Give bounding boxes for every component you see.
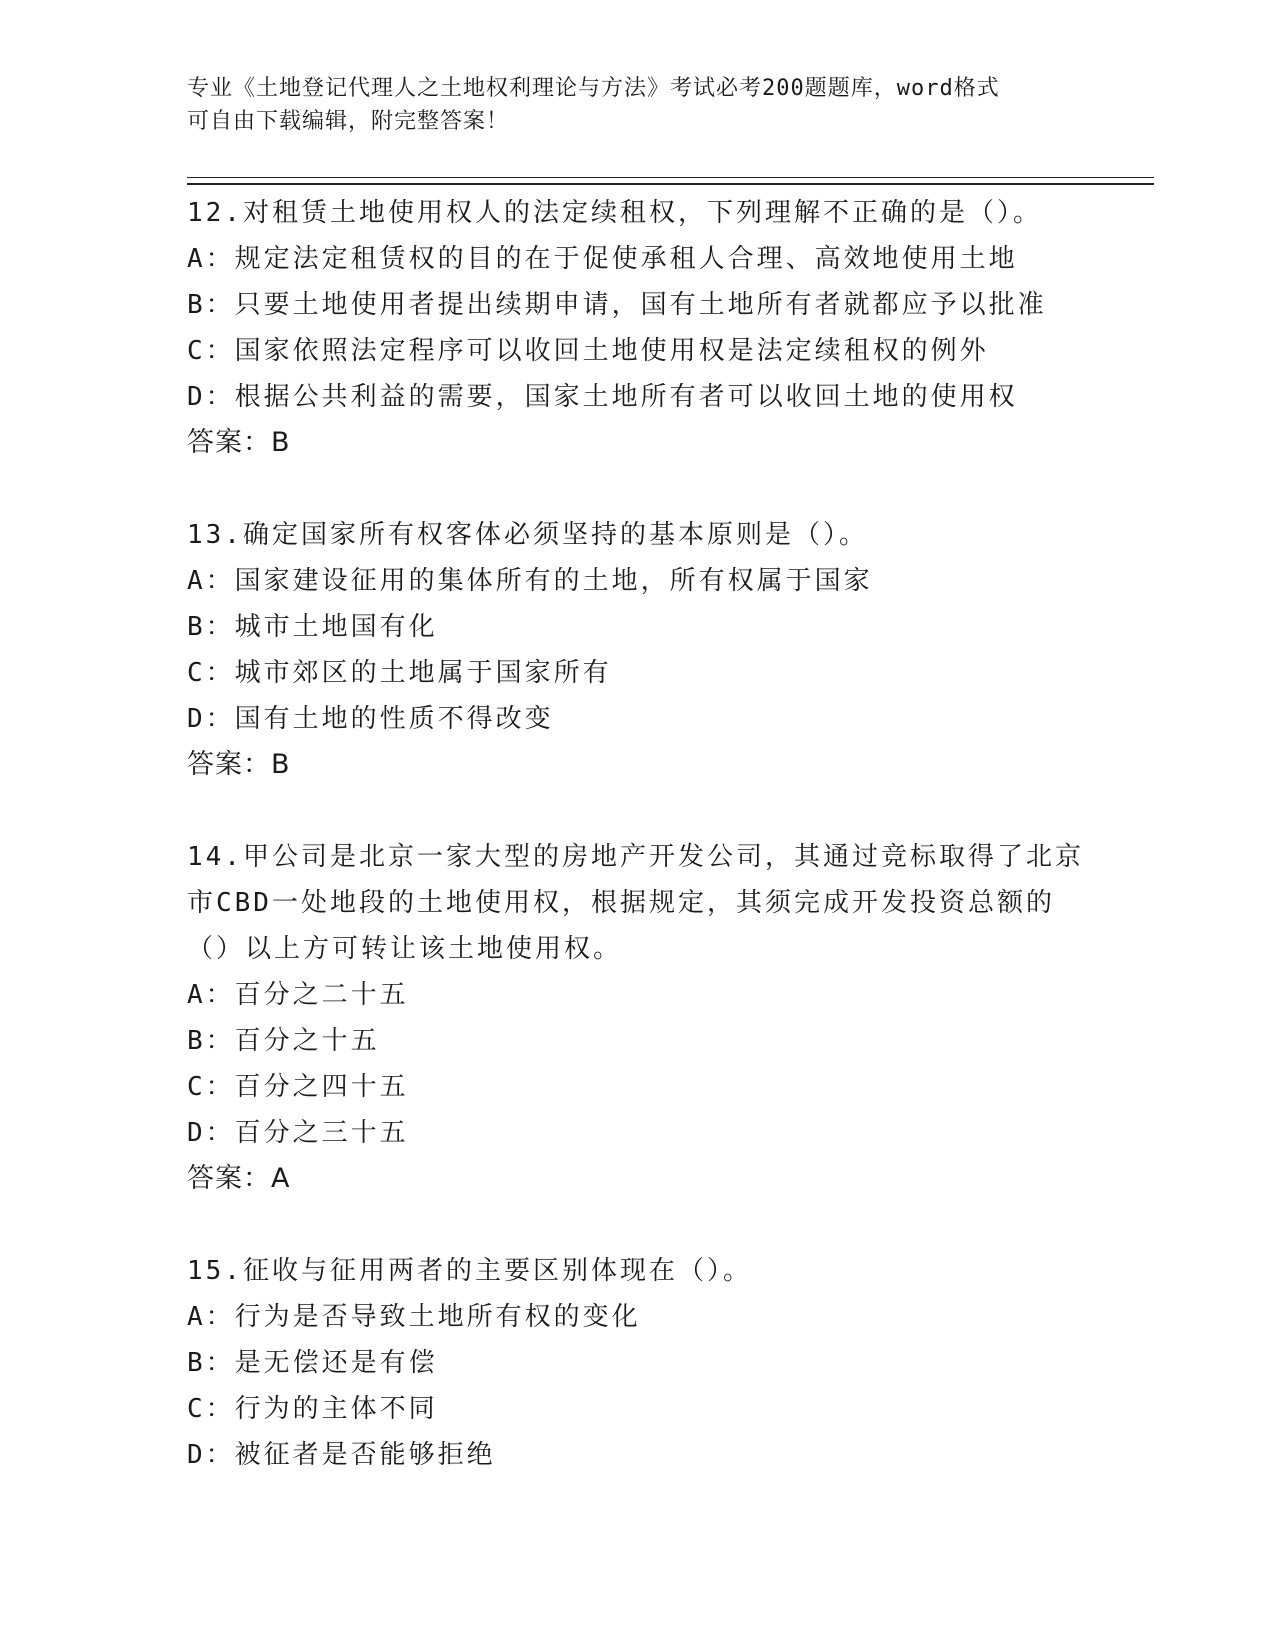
- option-c: C：百分之四十五: [187, 1072, 409, 1102]
- option-c: C：国家依照法定程序可以收回土地使用权是法定续租权的例外: [187, 336, 989, 366]
- question-stem-line-3: （）以上方可转让该土地使用权。: [187, 934, 623, 964]
- header-line-2: 可自由下载编辑，附完整答案！: [187, 109, 510, 134]
- option-b: B：是无偿还是有偿: [187, 1348, 438, 1378]
- option-a: A：百分之二十五: [187, 980, 409, 1010]
- header-rule-thick: [187, 183, 1154, 185]
- question-stem: 15.征收与征用两者的主要区别体现在（）。: [187, 1256, 752, 1286]
- page-header: [187, 72, 1067, 138]
- answer-line: 答案：A: [187, 1163, 291, 1194]
- answer-line: 答案：B: [187, 749, 291, 780]
- option-b: B：城市土地国有化: [187, 612, 438, 642]
- question-list: [187, 190, 1087, 1524]
- question-stem: 13.确定国家所有权客体必须坚持的基本原则是（）。: [187, 520, 868, 550]
- header-line-1: 专业《土地登记代理人之土地权利理论与方法》考试必考200题题库，word格式: [187, 76, 1000, 101]
- question-14: [187, 834, 1087, 1202]
- question-stem-line-2: 市CBD一处地段的土地使用权，根据规定，其须完成开发投资总额的: [187, 888, 1055, 918]
- option-d: D：百分之三十五: [187, 1118, 409, 1148]
- header-rule-thin: [187, 177, 1154, 178]
- option-c: C：城市郊区的土地属于国家所有: [187, 658, 612, 688]
- option-a: A：行为是否导致土地所有权的变化: [187, 1302, 641, 1332]
- option-d: D：根据公共利益的需要，国家土地所有者可以收回土地的使用权: [187, 382, 1018, 412]
- answer-line: 答案：B: [187, 427, 291, 458]
- option-d: D：被征者是否能够拒绝: [187, 1440, 496, 1470]
- option-c: C：行为的主体不同: [187, 1394, 438, 1424]
- question-12: [187, 190, 1087, 466]
- option-d: D：国有土地的性质不得改变: [187, 704, 554, 734]
- question-stem-line-1: 14.甲公司是北京一家大型的房地产开发公司，其通过竞标取得了北京: [187, 842, 1084, 872]
- question-13: [187, 512, 1087, 788]
- question-15: [187, 1248, 1087, 1478]
- option-b: B：百分之十五: [187, 1026, 380, 1056]
- question-stem: 12.对租赁土地使用权人的法定续租权，下列理解不正确的是（）。: [187, 198, 1042, 228]
- option-a: A：规定法定租赁权的目的在于促使承租人合理、高效地使用土地: [187, 244, 1018, 274]
- option-b: B：只要土地使用者提出续期申请，国有土地所有者就都应予以批准: [187, 290, 1047, 320]
- option-a: A：国家建设征用的集体所有的土地，所有权属于国家: [187, 566, 873, 596]
